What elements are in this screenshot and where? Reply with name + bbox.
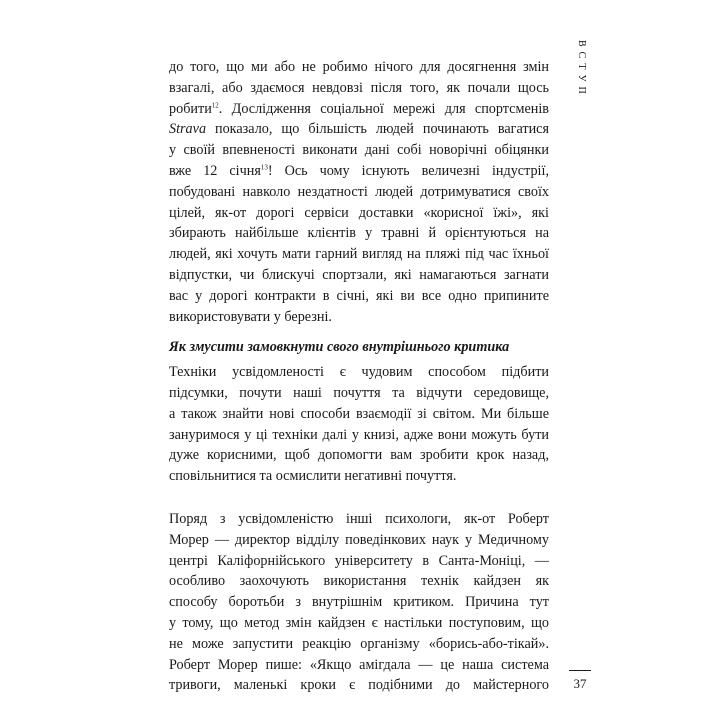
text-line: у своїй впевненості виконати дані собі новорічні обіцянки (169, 142, 549, 159)
text-line: Поряд з усвідомленістю інші психологи, як-от Роберт (169, 510, 549, 527)
text-line: а також знайти нові способи взаємодії зі світом. Ми більше (169, 405, 549, 422)
text-line (169, 119, 549, 140)
text-line: дуже корисними, щоб допомогти вам зробити крок назад, (169, 447, 549, 464)
text-fragment: вже 12 січня (169, 162, 261, 179)
body-text (169, 57, 549, 696)
paragraph-2 (169, 362, 549, 487)
text-line: збирають найбільше клієнтів у травні й орієнтуються на (169, 225, 549, 242)
text-line: у тому, що метод змін кайдзен є настільки поступовим, що (169, 614, 549, 631)
text-line (169, 161, 549, 182)
paragraph-3 (169, 509, 549, 696)
text-line: центрі Каліфорнійського університету в Санта-Моніці, — (169, 552, 549, 569)
running-head: ВСТУП (576, 40, 587, 99)
text-fragment: . Дослідження соціальної мережі для спортсменів (218, 100, 549, 117)
text-line: вас у дорогі контракти в січні, які ви все одно припините (169, 287, 549, 304)
text-line: підсумки, почути наші почуття та відчути середовище, (169, 384, 549, 401)
text-line: тривоги, маленькі кроки є подібними до майстерного (169, 677, 549, 694)
text-line: цілей, як-от дорогі сервіси доставки «корисної їжі», які (169, 204, 549, 221)
text-line: взагалі, або здаємося невдовзі після того, як почали щось (169, 79, 549, 96)
text-line: Морер — директор відділу поведінкових наук у Медичному (169, 531, 549, 548)
text-line: Техніки усвідомленості є чудовим способом підбити (169, 364, 549, 381)
paragraph-1 (169, 57, 549, 327)
text-line: Роберт Морер пише: «Якщо амігдала — це наша система (169, 656, 549, 673)
text-line (169, 99, 549, 120)
text-line: особливо заохочують використання технік кайдзен як (169, 573, 549, 590)
text-fragment: ! Ось чому існують величезні індустрії, (267, 162, 549, 179)
page-number: 37 (573, 676, 587, 691)
text-line: використовувати у березні. (169, 308, 332, 325)
text-line: не може запустити реакцію організму «борись-або-тікай». (169, 635, 549, 652)
text-line: сповільнитися та осмислити негативні почуття. (169, 468, 457, 485)
section-subheading: Як змусити замовкнути свого внутрішнього критика (169, 339, 510, 356)
footnote-ref-13[interactable]: 13 (260, 163, 268, 172)
text-line: відпустки, чи блискучі спортзали, які намагаються загнати (169, 266, 549, 283)
text-line: зануримося у ці техніки далі у книзі, адже вони можуть бути (169, 426, 549, 443)
text-fragment: показало, що більшість людей починають вагатися (215, 121, 549, 138)
text-line: людей, які хочуть мати гарний вигляд на пляжі під час їхньої (169, 246, 549, 263)
text-fragment: робити (169, 100, 212, 117)
italic-term: Strava (169, 121, 207, 138)
text-line: до того, що ми або не робимо нічого для досягнення змін (169, 59, 549, 75)
text-line: побудовані навколо нездатності людей дотримуватися своїх (169, 183, 549, 200)
page-number-rule (569, 670, 591, 671)
text-line: способу боротьби з внутрішнім критиком. Причина тут (169, 594, 549, 611)
paragraph-spacer (169, 487, 549, 509)
footnote-ref-12[interactable]: 12 (211, 100, 219, 109)
